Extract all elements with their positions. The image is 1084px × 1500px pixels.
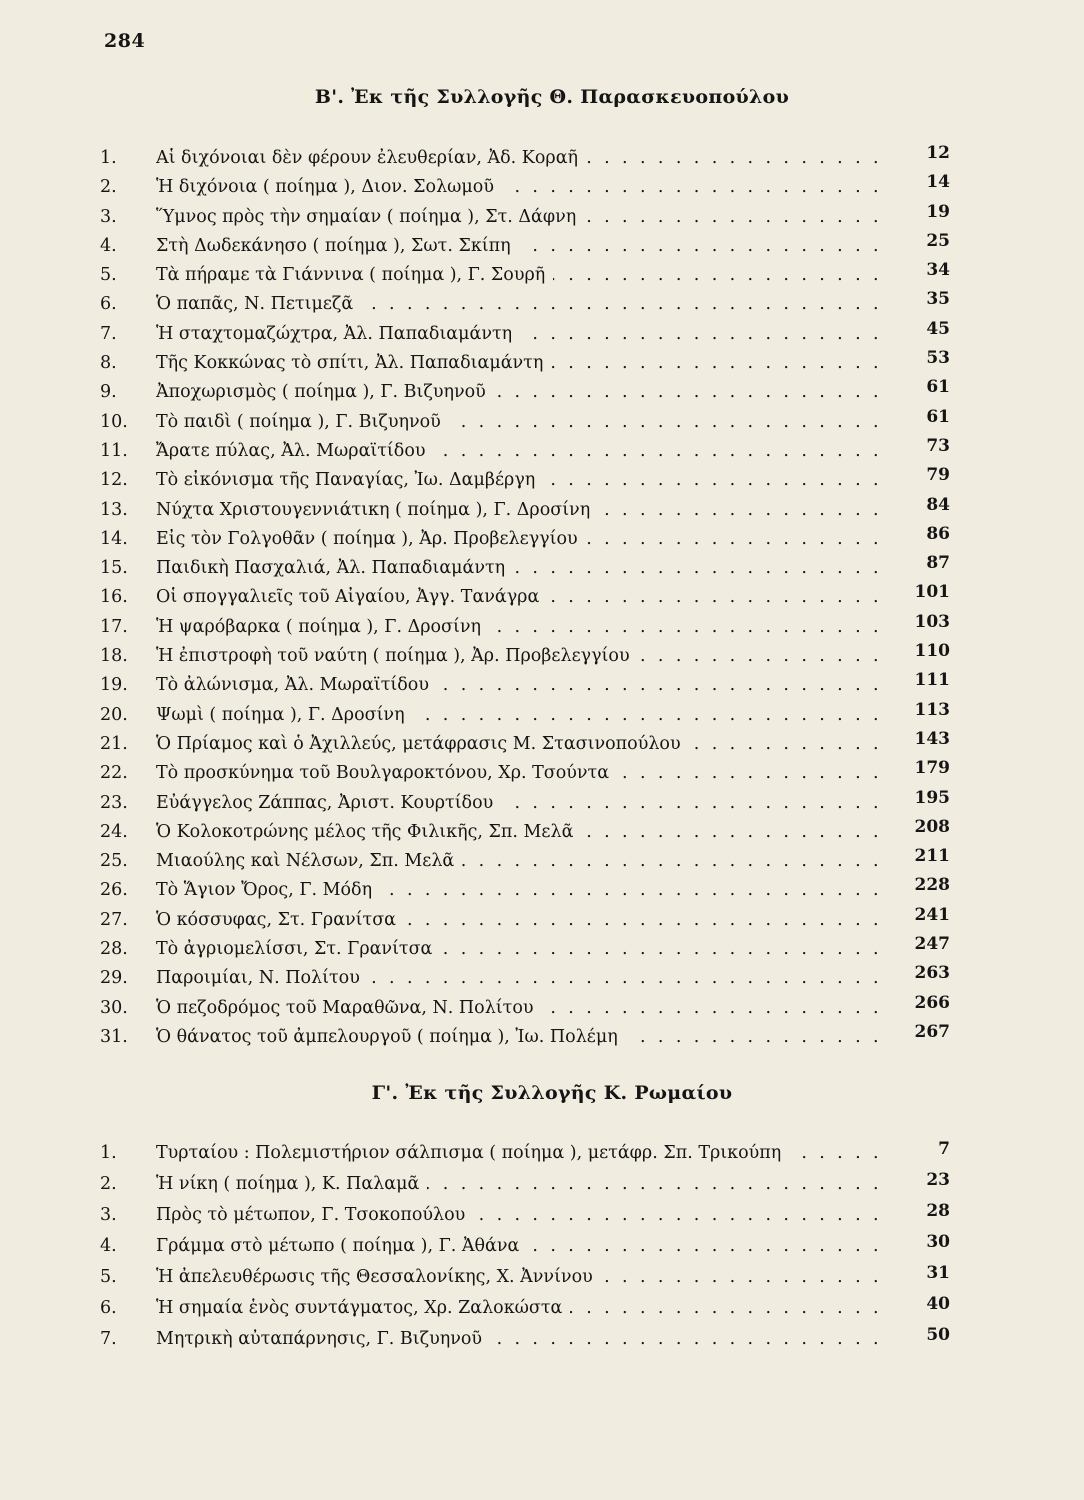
entry-page: 84 <box>926 494 950 515</box>
entry-number: 19. <box>100 675 128 696</box>
entry-page: 19 <box>926 201 950 222</box>
entry-page: 111 <box>914 670 950 691</box>
section-heading-b: Β'. Ἐκ τῆς Συλλογῆς Θ. Παρασκευοπούλου <box>314 86 790 108</box>
entry-page: 73 <box>926 435 950 456</box>
entry-page: 12 <box>926 143 950 163</box>
entry-title: Τὸ εἰκόνισμα τῆς Παναγίας, Ἰω. Δαμβέργη <box>156 470 543 490</box>
entry-number: 1. <box>100 148 117 168</box>
entry-title: Τῆς Κοκκώνας τὸ σπίτι, Ἀλ. Παπαδιαμάντη <box>156 353 551 373</box>
entry-title: Γράμμα στὸ μέτωπο ( ποίημα ), Γ. Ἀθάνα <box>156 1236 527 1256</box>
entry-page: 30 <box>926 1232 950 1252</box>
entry-title: Ἡ ψαρόβαρκα ( ποίημα ), Γ. Δροσίνη <box>156 617 489 637</box>
entry-title-leader <box>156 701 878 730</box>
entry-number: 28. <box>100 939 128 960</box>
entry-number: 6. <box>100 294 117 315</box>
toc-entry <box>0 1023 1084 1052</box>
entry-page: 40 <box>926 1294 950 1314</box>
entry-title-leader <box>156 1169 878 1200</box>
entry-title: Ὁ Πρίαμος καὶ ὁ Ἀχιλλεύς, μετάφρασις Μ. Στασινοπούλου <box>156 734 689 754</box>
entry-title-leader <box>156 759 878 788</box>
entry-title: Παιδικὴ Πασχαλιά, Ἀλ. Παπαδιαμάντη <box>156 558 513 578</box>
entry-title: Εἰς τὸν Γολγοθᾶν ( ποίημα ), Ἀρ. Προβελεγγίου <box>156 529 586 549</box>
entry-title: Ὁ πεζοδρόμος τοῦ Μαραθῶνα, Ν. Πολίτου <box>156 998 542 1018</box>
entry-number: 2. <box>100 1174 117 1194</box>
entry-title-leader <box>156 378 878 407</box>
entry-number: 8. <box>100 353 117 374</box>
page-number: 284 <box>104 30 146 52</box>
entry-title: Ὁ θάνατος τοῦ ἀμπελουργοῦ ( ποίημα ), Ἰω. Πολέμη <box>156 1027 626 1047</box>
entry-title-leader <box>156 466 878 495</box>
section-heading-c: Γ'. Ἐκ τῆς Συλλογῆς Κ. Ρωμαίου <box>371 1082 733 1104</box>
entry-title: Ἡ ἀπελευθέρωσις τῆς Θεσσαλονίκης, Χ. Ἀννίνου <box>156 1267 601 1287</box>
entry-title-leader <box>156 1023 878 1052</box>
entry-page: 61 <box>926 406 950 427</box>
entry-number: 3. <box>100 1205 117 1225</box>
entry-title-leader <box>156 906 878 935</box>
entry-number: 20. <box>100 704 128 725</box>
entry-title: Τὸ προσκύνημα τοῦ Βουλγαροκτόνου, Χρ. Τσούντα <box>156 763 617 783</box>
entry-title: Ὁ κόσσυφας, Στ. Γρανίτσα <box>156 910 404 930</box>
entry-page: 79 <box>926 465 950 486</box>
entry-page: 14 <box>926 172 950 193</box>
entry-title-leader <box>156 583 878 612</box>
entry-title-leader <box>156 642 878 671</box>
entry-title: Ἡ ἐπιστροφὴ τοῦ ναύτη ( ποίημα ), Ἀρ. Προβελεγγίου <box>156 646 638 666</box>
entry-page: 110 <box>914 641 950 662</box>
entry-number: 10. <box>100 411 128 432</box>
entry-title: Παροιμίαι, Ν. Πολίτου <box>156 968 368 988</box>
entry-title-leader <box>156 232 878 261</box>
entry-title-leader <box>156 1262 878 1293</box>
entry-page: 228 <box>914 875 950 896</box>
entry-title-leader <box>156 1138 878 1169</box>
entry-title-leader <box>156 671 878 700</box>
entry-title: Ἡ σταχτομαζώχτρα, Ἀλ. Παπαδιαμάντη <box>156 324 520 344</box>
entry-number: 12. <box>100 470 128 491</box>
entry-page: 143 <box>914 728 950 749</box>
entry-title-leader <box>156 964 878 993</box>
entry-title: Ἡ διχόνοια ( ποίημα ), Διον. Σολωμοῦ <box>156 177 502 197</box>
entry-number: 30. <box>100 997 128 1018</box>
entry-title-leader <box>156 290 878 319</box>
entry-title-leader <box>156 935 878 964</box>
entry-title-leader <box>156 1231 878 1262</box>
entry-page: 86 <box>926 523 950 544</box>
entry-title-leader <box>156 994 878 1023</box>
entry-title: Μιαούλης καὶ Νέλσων, Σπ. Μελᾶ <box>156 851 462 871</box>
entry-title-leader <box>156 320 878 349</box>
entry-title-leader <box>156 847 878 876</box>
entry-page: 53 <box>926 348 950 369</box>
entry-page: 50 <box>926 1325 950 1345</box>
entry-number: 4. <box>100 235 117 256</box>
entry-title: Αἱ διχόνοιαι δὲν φέρουν ἐλευθερίαν, Ἀδ. Κοραῆ <box>156 148 586 168</box>
table-of-contents-b <box>0 144 1084 1052</box>
entry-title: Ψωμὶ ( ποίημα ), Γ. Δροσίνη <box>156 705 413 725</box>
entry-title: Τὰ πήραμε τὰ Γιάννινα ( ποίημα ), Γ. Σουρῆ <box>156 265 553 285</box>
entry-title: Τὸ ἀγριομελίσσι, Στ. Γρανίτσα <box>156 939 440 959</box>
entry-page: 241 <box>914 904 950 925</box>
entry-title-leader <box>156 261 878 290</box>
entry-number: 16. <box>100 587 128 608</box>
entry-title: Ἀποχωρισμὸς ( ποίημα ), Γ. Βιζυηνοῦ <box>156 382 494 402</box>
entry-number: 1. <box>100 1143 117 1163</box>
entry-number: 18. <box>100 646 128 667</box>
entry-page: 61 <box>926 377 950 398</box>
entry-number: 15. <box>100 558 128 579</box>
entry-number: 11. <box>100 440 128 461</box>
entry-page: 211 <box>914 846 950 867</box>
entry-title-leader <box>156 173 878 202</box>
entry-title-leader <box>156 730 878 759</box>
entry-number: 7. <box>100 323 117 344</box>
entry-title-leader <box>156 203 878 232</box>
entry-number: 5. <box>100 1267 117 1287</box>
entry-title-leader <box>156 1200 878 1231</box>
entry-page: 266 <box>914 992 950 1013</box>
entry-number: 6. <box>100 1298 117 1318</box>
entry-page: 28 <box>926 1201 950 1221</box>
entry-number: 13. <box>100 499 128 520</box>
entry-page: 34 <box>926 260 950 281</box>
entry-title: Τὸ παιδὶ ( ποίημα ), Γ. Βιζυηνοῦ <box>156 412 449 432</box>
entry-title-leader <box>156 349 878 378</box>
entry-page: 195 <box>914 787 950 808</box>
entry-title: Οἱ σπογγαλιεῖς τοῦ Αἰγαίου, Ἀγγ. Τανάγρα <box>156 587 547 607</box>
entry-title-leader <box>156 789 878 818</box>
entry-title: Τὸ Ἅγιον Ὄρος, Γ. Μόδη <box>156 880 380 900</box>
entry-title-leader <box>156 818 878 847</box>
entry-number: 23. <box>100 792 128 813</box>
toc-entry <box>0 1324 1084 1355</box>
entry-title: Ἄρατε πύλας, Ἀλ. Μωραϊτίδου <box>156 441 434 461</box>
entry-page: 45 <box>926 318 950 339</box>
entry-page: 103 <box>914 611 950 632</box>
entry-page: 23 <box>926 1170 950 1190</box>
entry-title-leader <box>156 1293 878 1324</box>
entry-title-leader <box>156 525 878 554</box>
entry-number: 2. <box>100 177 117 198</box>
entry-title: Τὸ ἀλώνισμα, Ἀλ. Μωραϊτίδου <box>156 675 437 695</box>
entry-page: 87 <box>926 553 950 574</box>
entry-page: 25 <box>926 230 950 251</box>
entry-number: 24. <box>100 821 128 842</box>
entry-number: 14. <box>100 528 128 549</box>
entry-title: Πρὸς τὸ μέτωπον, Γ. Τσοκοπούλου <box>156 1205 473 1225</box>
entry-number: 29. <box>100 968 128 989</box>
entry-title-leader <box>156 437 878 466</box>
entry-number: 21. <box>100 733 128 754</box>
table-of-contents-c <box>0 1138 1084 1355</box>
entry-number: 17. <box>100 616 128 637</box>
entry-page: 208 <box>914 816 950 837</box>
entry-title-leader <box>156 613 878 642</box>
entry-number: 27. <box>100 909 128 930</box>
entry-page: 35 <box>926 289 950 310</box>
entry-page: 31 <box>926 1263 950 1283</box>
entry-page: 101 <box>914 582 950 603</box>
entry-title: Μητρικὴ αὐταπάρνησις, Γ. Βιζυηνοῦ <box>156 1329 490 1349</box>
entry-title: Ὁ παπᾶς, Ν. Πετιμεζᾶ <box>156 294 361 314</box>
entry-page: 247 <box>914 934 950 955</box>
entry-title: Τυρταίου : Πολεμιστήριον σάλπισμα ( ποίημα ), μετάφρ. Σπ. Τρικούπη <box>156 1143 789 1163</box>
entry-number: 22. <box>100 763 128 784</box>
entry-title: Ὕμνος πρὸς τὴν σημαίαν ( ποίημα ), Στ. Δάφνη <box>156 207 584 227</box>
entry-title: Στὴ Δωδεκάνησο ( ποίημα ), Σωτ. Σκίπη <box>156 236 519 256</box>
entry-page: 179 <box>914 758 950 779</box>
entry-title-leader <box>156 876 878 905</box>
entry-title-leader <box>156 144 878 173</box>
entry-page: 263 <box>914 963 950 984</box>
entry-number: 7. <box>100 1329 117 1349</box>
entry-number: 4. <box>100 1236 117 1256</box>
entry-title: Ὁ Κολοκοτρώνης μέλος τῆς Φιλικῆς, Σπ. Μελᾶ <box>156 822 581 842</box>
entry-title: Εὐάγγελος Ζάππας, Ἀριστ. Κουρτίδου <box>156 793 501 813</box>
entry-number: 25. <box>100 851 128 872</box>
entry-title: Νύχτα Χριστουγεννιάτικη ( ποίημα ), Γ. Δροσίνη <box>156 500 598 520</box>
entry-title-leader <box>156 554 878 583</box>
entry-page: 7 <box>938 1139 950 1159</box>
entry-title-leader <box>156 1324 878 1355</box>
entry-page: 113 <box>914 699 950 720</box>
entry-number: 26. <box>100 880 128 901</box>
entry-title-leader <box>156 408 878 437</box>
entry-number: 3. <box>100 206 117 227</box>
entry-page: 267 <box>914 1021 950 1042</box>
entry-number: 9. <box>100 382 117 403</box>
entry-title: Ἡ νίκη ( ποίημα ), Κ. Παλαμᾶ <box>156 1174 427 1194</box>
entry-number: 31. <box>100 1026 128 1047</box>
entry-title: Ἡ σημαία ἑνὸς συντάγματος, Χρ. Ζαλοκώστα <box>156 1298 570 1318</box>
entry-title-leader <box>156 496 878 525</box>
entry-number: 5. <box>100 265 117 286</box>
